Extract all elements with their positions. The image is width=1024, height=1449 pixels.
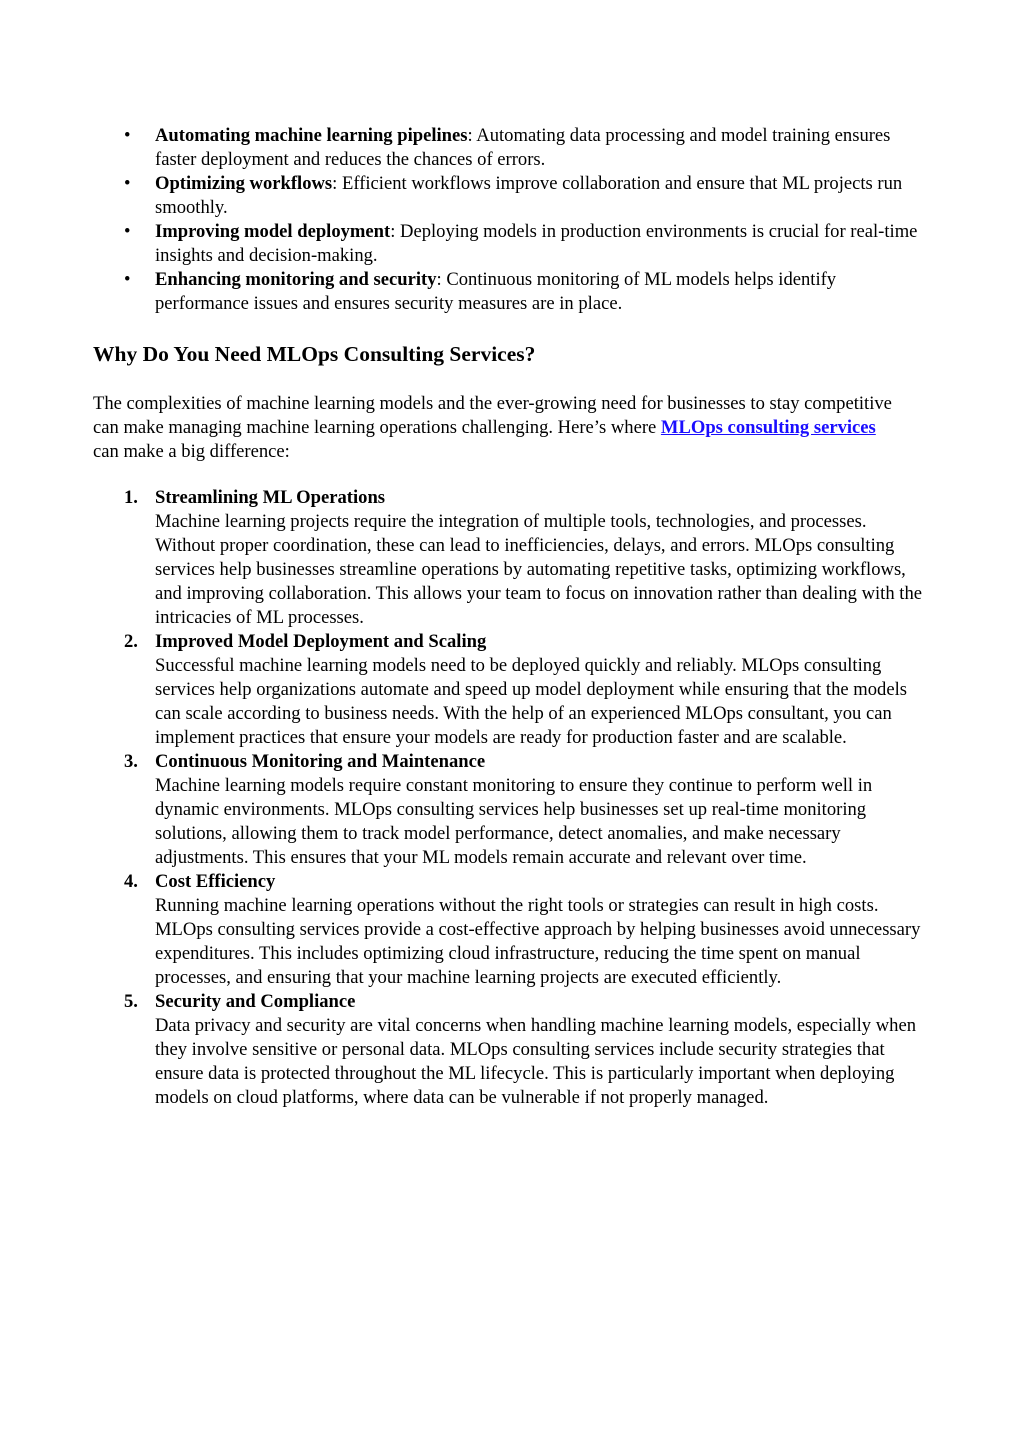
- bullet-icon: •: [124, 269, 131, 290]
- list-item: [0, 268, 925, 316]
- list-item: [0, 172, 925, 220]
- item-body: Successful machine learning models need to be deployed quickly and reliably. MLOps consulting services help organizations automate and speed up model deployment while ensuring that the models can scale according to business needs. With the help of an experienced MLOps consultant, you can implement practices that ensure your models are ready for production faster and are scalable.: [155, 655, 907, 748]
- section-heading: Why Do You Need MLOps Consulting Services?: [93, 342, 536, 366]
- intro-text: The complexities of machine learning models and the ever-growing need for businesses to stay competitive can make managing machine learning operations challenging. Here’s where: [93, 393, 892, 438]
- item-title: Streamlining ML Operations: [155, 487, 386, 508]
- intro-text-end: can make a big difference:: [93, 441, 290, 462]
- item-title: Security and Compliance: [155, 991, 356, 1012]
- item-body: Data privacy and security are vital concerns when handling machine learning models, especially when they involve sensitive or personal data. MLOps consulting services include security strategies that ensure data is protected throughout the ML lifecycle. This is particularly important when deploying models on cloud platforms, where data can be vulnerable if not properly managed.: [155, 1015, 917, 1108]
- item-number: 5.: [124, 991, 138, 1012]
- list-item: [0, 990, 930, 1110]
- bullet-term: Improving model deployment: [155, 221, 391, 242]
- item-title: Cost Efficiency: [155, 871, 276, 892]
- bullet-term: Optimizing workflows: [155, 173, 333, 194]
- reasons-numbered-list: [0, 486, 1024, 1110]
- bullet-text: : Efficient workflows improve collaboration and ensure that ML projects run smoothly.: [155, 173, 903, 218]
- item-number: 1.: [124, 487, 138, 508]
- bullet-term: Automating machine learning pipelines: [155, 125, 468, 146]
- benefits-bullet-list: [0, 124, 1024, 316]
- list-item: [0, 750, 930, 870]
- bullet-term: Enhancing monitoring and security: [155, 269, 437, 290]
- bullet-icon: •: [124, 173, 131, 194]
- item-title: Continuous Monitoring and Maintenance: [155, 751, 486, 772]
- bullet-text: : Deploying models in production environments is crucial for real-time insights and decision-making.: [155, 221, 918, 266]
- list-item: [0, 124, 925, 172]
- bullet-text: : Continuous monitoring of ML models helps identify performance issues and ensures security measures are in place.: [155, 269, 837, 314]
- bullet-icon: •: [124, 221, 131, 242]
- mlops-consulting-link[interactable]: MLOps consulting services: [660, 417, 876, 438]
- item-title: Improved Model Deployment and Scaling: [155, 631, 487, 652]
- item-number: 2.: [124, 631, 138, 652]
- list-item: [0, 630, 930, 750]
- item-body: Machine learning projects require the integration of multiple tools, technologies, and processes. Without proper coordination, these can lead to inefficiencies, delays, and errors. MLOps consulting services help businesses streamline operations by automating repetitive tasks, optimizing workflows, and improving collaboration. This allows your team to focus on innovation rather than dealing with the intricacies of ML processes.: [155, 511, 923, 628]
- bullet-text: : Automating data processing and model training ensures faster deployment and reduces the chances of errors.: [155, 125, 891, 170]
- item-body: Machine learning models require constant monitoring to ensure they continue to perform well in dynamic environments. MLOps consulting services help businesses set up real-time monitoring solutions, allowing them to track model performance, detect anomalies, and make necessary adjustments. This ensures that your ML models remain accurate and relevant over time.: [155, 775, 873, 868]
- item-number: 3.: [124, 751, 138, 772]
- list-item: [0, 870, 930, 990]
- intro-paragraph: [93, 392, 903, 464]
- item-body: Running machine learning operations without the right tools or strategies can result in high costs. MLOps consulting services provide a cost-effective approach by helping businesses avoid unnecessary expenditures. This includes optimizing cloud infrastructure, reducing the time spent on manual processes, and ensuring that your machine learning projects are executed efficiently.: [155, 895, 921, 988]
- list-item: [0, 220, 925, 268]
- bullet-icon: •: [124, 125, 131, 146]
- item-number: 4.: [124, 871, 138, 892]
- list-item: [0, 486, 930, 630]
